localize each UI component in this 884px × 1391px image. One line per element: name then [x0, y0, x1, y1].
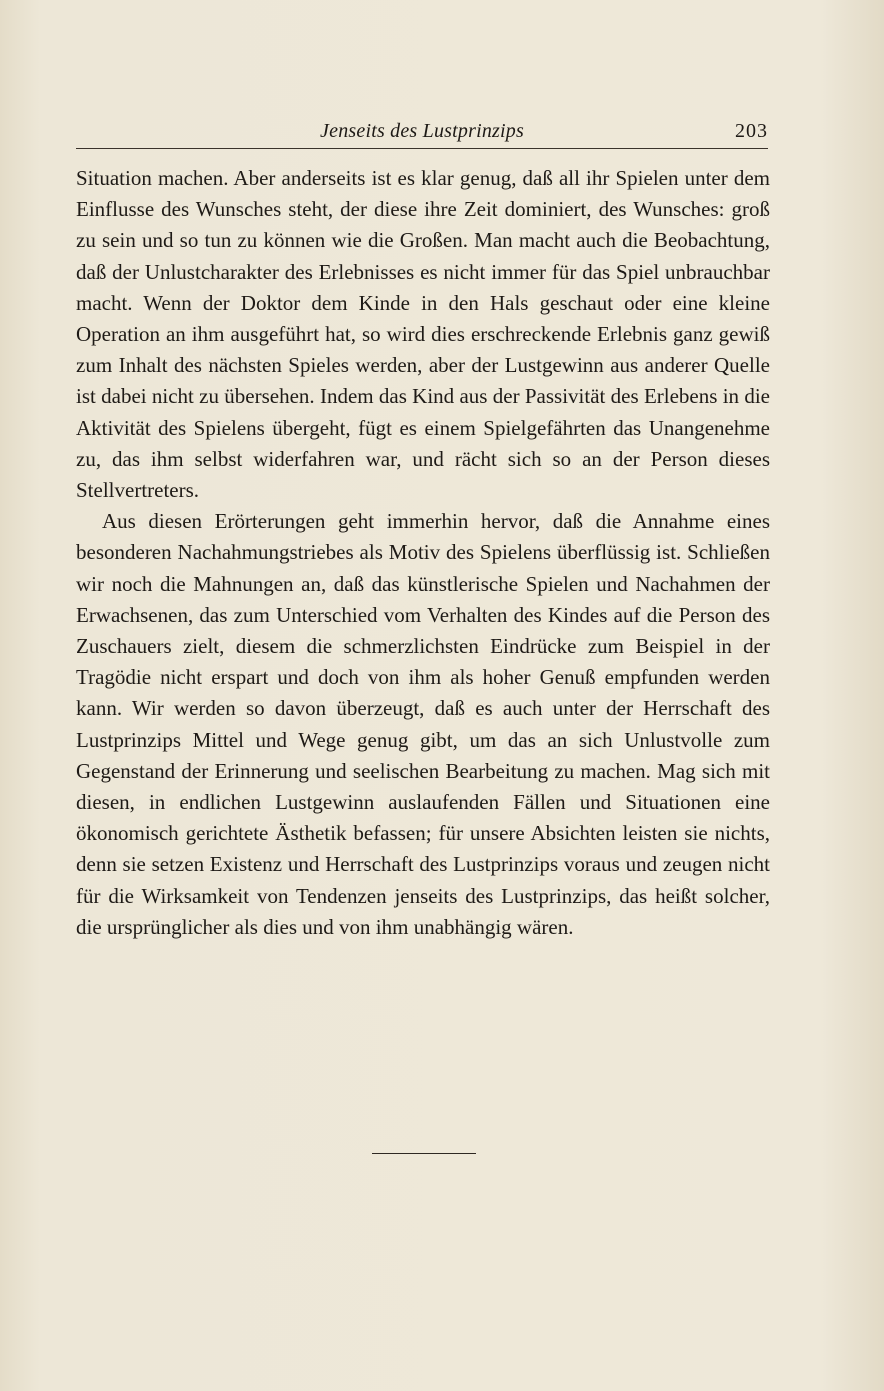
paragraph-2: Aus diesen Erörterungen geht immerhin hervor, daß die Annahme eines besonderen Nachahmungstriebes als Motiv des Spielens überflüssig ist. Schließen wir noch die Mahnungen an, daß das künstlerische Spielen und Nachahmen der Erwachsenen, das zum Unterschied vom Verhalten des Kindes auf die Person des Zuschauers zielt, diesem die schmerzlichsten Eindrücke zum Beispiel in der Tragödie nicht erspart und doch von ihm als hoher Genuß empfunden werden kann. Wir werden so davon überzeugt, daß es auch unter der Herrschaft des Lustprinzips Mittel und Wege genug gibt, um das an sich Unlustvolle zum Gegenstand der Erinnerung und seelischen Bearbeitung zu machen. Mag sich mit diesen, in endlichen Lustgewinn auslaufenden Fällen und Situationen eine ökonomisch gerichtete Ästhetik befassen; für unsere Absichten leisten sie nichts, denn sie setzen Existenz und Herrschaft des Lustprinzips voraus und zeugen nicht für die Wirksamkeit von Tendenzen jenseits des Lustprinzips, das heißt solcher, die ursprünglicher als dies und von ihm unabhängig wären. — [76, 509, 770, 939]
section-end-rule — [372, 1153, 476, 1154]
page-header — [76, 118, 768, 149]
running-title: Jenseits des Lustprinzips — [320, 120, 524, 142]
body-text — [76, 163, 770, 943]
page-number: 203 — [735, 120, 768, 142]
paragraph-1: Situation machen. Aber anderseits ist es klar genug, daß all ihr Spielen unter dem Einflusse des Wunsches steht, der diese ihre Zeit dominiert, des Wunsches: groß zu sein und so tun zu können wie die Großen. Man macht auch die Beobachtung, daß der Unlustcharakter des Erlebnisses es nicht immer für das Spiel unbrauchbar macht. Wenn der Doktor dem Kinde in den Hals geschaut oder eine kleine Operation an ihm ausgeführt hat, so wird dies erschreckende Erlebnis ganz gewiß zum Inhalt des nächsten Spieles werden, aber der Lustgewinn aus anderer Quelle ist dabei nicht zu übersehen. Indem das Kind aus der Passivität des Erlebens in die Aktivität des Spielens übergeht, fügt es einem Spielgefährten das Unangenehme zu, das ihm selbst widerfahren war, und rächt sich so an der Person dieses Stellvertreters. — [76, 166, 770, 503]
